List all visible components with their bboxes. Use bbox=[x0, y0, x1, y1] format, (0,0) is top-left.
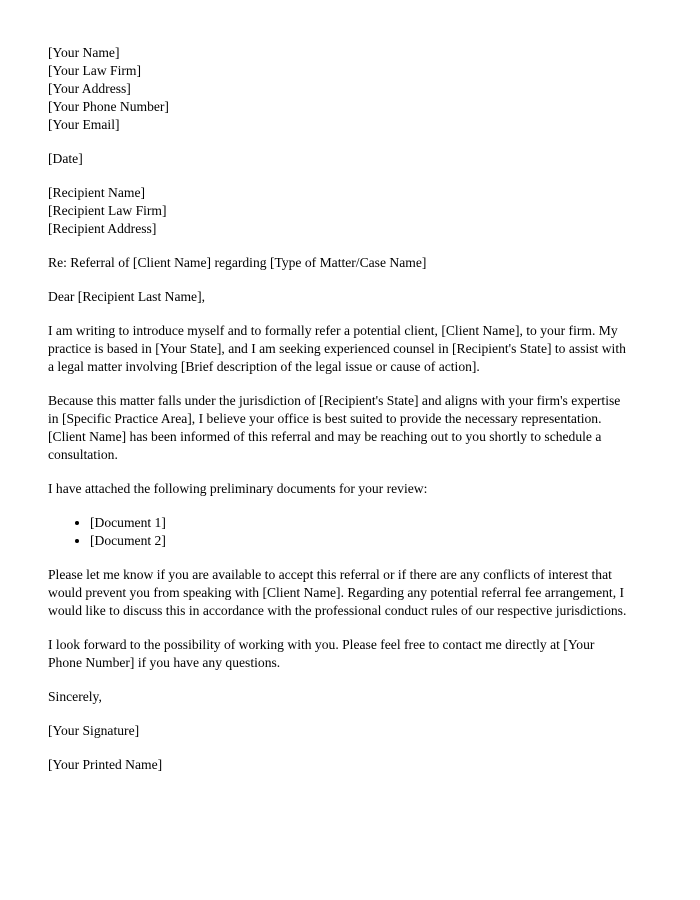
salutation: Dear [Recipient Last Name], bbox=[48, 289, 206, 304]
document-list bbox=[48, 514, 628, 550]
recipient-law-firm: [Recipient Law Firm] bbox=[48, 203, 167, 218]
paragraph-attachments-lead: I have attached the following preliminary documents for your review: bbox=[48, 481, 428, 496]
document-list-item-1: • [Document 1] bbox=[90, 514, 628, 532]
valediction: Sincerely, bbox=[48, 689, 102, 704]
recipient-name: [Recipient Name] bbox=[48, 185, 146, 200]
subject-line: Re: Referral of [Client Name] regarding [Type of Matter/Case Name] bbox=[48, 255, 427, 270]
paragraph-closing: I look forward to the possibility of working with you. Please feel free to contact me directly at [Your Phone Number] if you have any questions. bbox=[48, 637, 595, 670]
sender-email: [Your Email] bbox=[48, 117, 120, 132]
paragraph-intro: I am writing to introduce myself and to formally refer a potential client, [Client Name], to your firm. My practice is based in [Your State], and I am seeking experienced counsel in [Recipient's State] to assist with a legal matter involving [Brief description of the legal issue or cause of action]. bbox=[48, 323, 626, 374]
recipient-address-block bbox=[48, 184, 628, 238]
paragraph-conflicts: Please let me know if you are available to accept this referral or if there are any conflicts of interest that would prevent you from speaking with [Client Name]. Regarding any potential referral fee arrangement, I would like to discuss this in accordance with the professional conduct rules of our respective jurisdictions. bbox=[48, 567, 627, 618]
sender-address-block bbox=[48, 44, 628, 134]
date-line: [Date] bbox=[48, 151, 83, 166]
sender-name: [Your Name] bbox=[48, 45, 120, 60]
signature-line: [Your Signature] bbox=[48, 723, 140, 738]
printed-name-line: [Your Printed Name] bbox=[48, 757, 163, 772]
paragraph-jurisdiction: Because this matter falls under the jurisdiction of [Recipient's State] and aligns with your firm's expertise in [Specific Practice Area], I believe your office is best suited to provide the necessary representation. [Client Name] has been informed of this referral and may be reaching out to you shortly to schedule a consultation. bbox=[48, 393, 621, 462]
sender-phone: [Your Phone Number] bbox=[48, 99, 169, 114]
recipient-address: [Recipient Address] bbox=[48, 221, 157, 236]
sender-law-firm: [Your Law Firm] bbox=[48, 63, 142, 78]
document-list-item-2: • [Document 2] bbox=[90, 532, 628, 550]
sender-address: [Your Address] bbox=[48, 81, 131, 96]
